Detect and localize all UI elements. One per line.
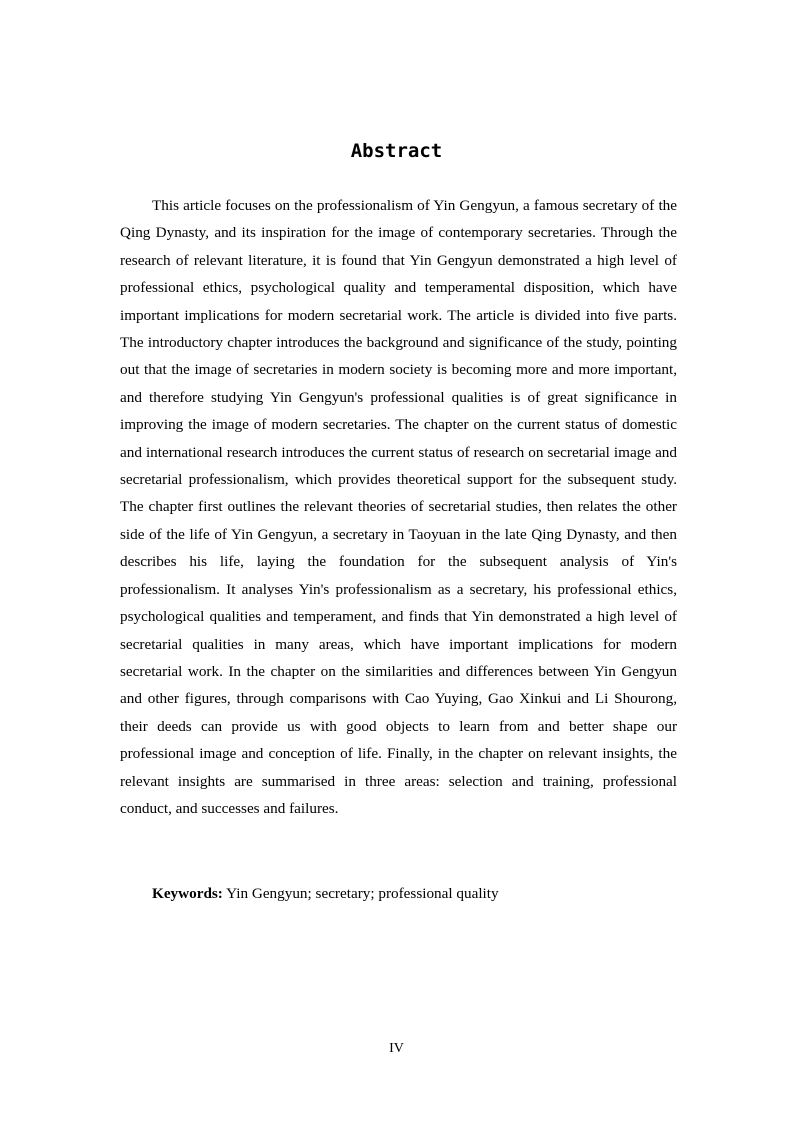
page-number: IV <box>389 1041 404 1056</box>
keywords-line <box>120 880 677 907</box>
keywords-value: Yin Gengyun; secretary; professional quality <box>226 885 499 902</box>
abstract-title: Abstract <box>350 140 443 162</box>
keywords-label: Keywords: <box>152 885 223 902</box>
abstract-body: This article focuses on the professionalism of Yin Gengyun, a famous secretary of the Qing Dynasty, and its inspiration for the image of contemporary secretaries. Through the research of relevant literature, it is found that Yin Gengyun demonstrated a high level of professional ethics, psychological quality and temperamental disposition, which have important implications for modern secretarial work. The article is divided into five parts. The introductory chapter introduces the background and significance of the study, pointing out that the image of secretaries in modern society is becoming more and more important, and therefore studying Yin Gengyun's professional qualities is of great significance in improving the image of modern secretaries. The chapter on the current status of domestic and international research introduces the current status of research on secretarial image and secretarial professionalism, which provides theoretical support for the subsequent study. The chapter first outlines the relevant theories of secretarial studies, then relates the other side of the life of Yin Gengyun, a secretary in Taoyuan in the late Qing Dynasty, and then describes his life, laying the foundation for the subsequent analysis of Yin's professionalism. It analyses Yin's professionalism as a secretary, his professional ethics, psychological qualities and temperament, and finds that Yin demonstrated a high level of secretarial qualities in many areas, which have important implications for modern secretarial work. In the chapter on the similarities and differences between Yin Gengyun and other figures, through comparisons with Cao Yuying, Gao Xinkui and Li Shourong, their deeds can provide us with good objects to learn from and better shape our professional image and conception of life. Finally, in the chapter on relevant insights, the relevant insights are summarised in three areas: selection and training, professional conduct, and successes and failures. <box>120 197 677 817</box>
